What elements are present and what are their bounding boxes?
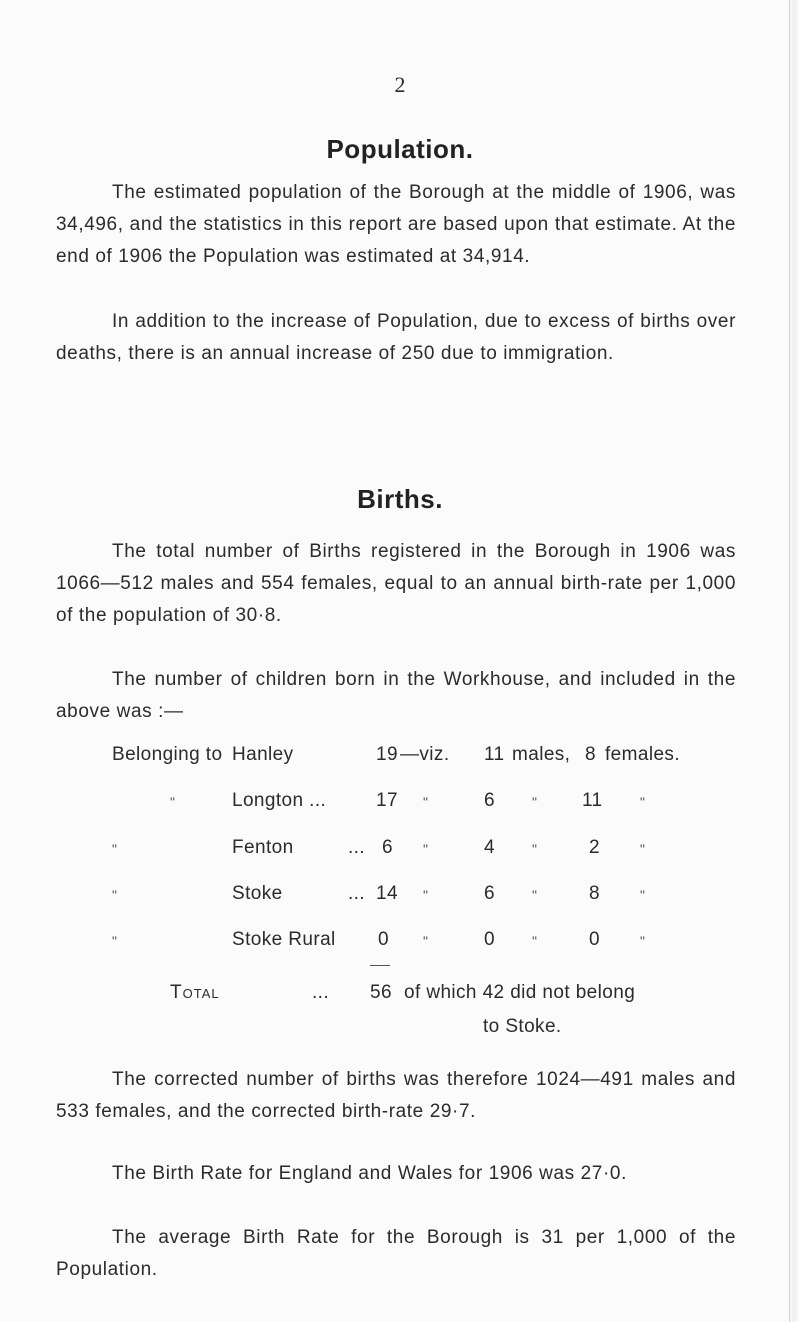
males-count: 0: [484, 929, 495, 950]
viz-label: —viz.: [400, 744, 450, 765]
total-count: 0: [378, 929, 389, 950]
males-count: 6: [484, 790, 495, 811]
page-number: 2: [394, 72, 406, 97]
place-name: Stoke Rural: [232, 929, 336, 950]
births-paragraph-3: The corrected number of births was therefore 1024—491 males and 533 females, and the corrected birth-rate 29·7.: [56, 1069, 736, 1122]
table-row: [0, 883, 800, 913]
ditto-mark: ": [532, 887, 538, 903]
ditto-mark: ": [112, 933, 118, 949]
ditto-mark: ": [170, 794, 176, 810]
total-rule: [370, 965, 390, 966]
place-name: Stoke: [232, 883, 283, 904]
total-count: 19: [376, 744, 398, 765]
births-paragraph-5: The average Birth Rate for the Borough is 31 per 1,000 of the Population.: [56, 1227, 736, 1280]
ditto-mark: ": [112, 841, 118, 857]
table-row: [0, 837, 800, 867]
table-row: [0, 744, 800, 774]
table-total-row-continued: [0, 1016, 800, 1046]
place-name: Fenton: [232, 837, 294, 858]
population-heading: Population.: [326, 134, 474, 164]
males-count: 4: [484, 837, 495, 858]
ditto-mark: ": [112, 887, 118, 903]
births-paragraph-2: The number of children born in the Workhouse, and included in the above was :—: [56, 669, 736, 722]
population-paragraph-1: The estimated population of the Borough at the middle of 1906, was 34,496, and the statistics in this report are based upon that estimate. At the end of 1906 the Population was estimated at 34,914.: [56, 182, 736, 267]
leader-dots: ...: [348, 837, 366, 858]
table-row: [0, 929, 800, 959]
births-paragraph-4: The Birth Rate for England and Wales for 1906 was 27·0.: [112, 1163, 627, 1184]
males-count: 11: [484, 744, 505, 765]
total-label: Total: [170, 982, 220, 1003]
total-note-continued: to Stoke.: [483, 1016, 562, 1037]
row-prefix: Belonging to: [112, 744, 223, 765]
ditto-mark: ": [532, 841, 538, 857]
ditto-mark: ": [640, 933, 646, 949]
males-word: males,: [512, 744, 571, 765]
births-paragraph-1: The total number of Births registered in the Borough in 1906 was 1066—512 males and 554 females, equal to an annual birth-rate per 1,000 of the population of 30·8.: [56, 541, 736, 626]
page-edge-shadow: [789, 0, 800, 1322]
ditto-mark: ": [423, 794, 429, 810]
ditto-mark: ": [640, 841, 646, 857]
ditto-mark: ": [423, 887, 429, 903]
births-heading: Births.: [357, 484, 443, 514]
ditto-mark: ": [640, 887, 646, 903]
total-count: 17: [376, 790, 398, 811]
males-count: 6: [484, 883, 495, 904]
total-note: of which 42 did not belong: [404, 982, 636, 1003]
females-count: 8: [585, 744, 596, 765]
table-row: [0, 790, 800, 820]
leader-dots: ...: [348, 883, 366, 904]
leader-dots: ...: [312, 982, 330, 1003]
ditto-mark: ": [423, 933, 429, 949]
ditto-mark: ": [532, 794, 538, 810]
females-count: 2: [589, 837, 600, 858]
females-count: 8: [589, 883, 600, 904]
ditto-mark: ": [532, 933, 538, 949]
females-count: 0: [589, 929, 600, 950]
total-count: 14: [376, 883, 398, 904]
ditto-mark: ": [640, 794, 646, 810]
total-value: 56: [370, 982, 392, 1003]
total-count: 6: [382, 837, 393, 858]
population-paragraph-2: In addition to the increase of Population, due to excess of births over deaths, there is an annual increase of 250 due to immigration.: [56, 311, 736, 364]
table-total-row: [0, 982, 800, 1012]
place-name: Hanley: [232, 744, 294, 765]
females-count: 11: [582, 790, 603, 811]
females-word: females.: [605, 744, 681, 765]
ditto-mark: ": [423, 841, 429, 857]
place-name: Longton ...: [232, 790, 327, 811]
